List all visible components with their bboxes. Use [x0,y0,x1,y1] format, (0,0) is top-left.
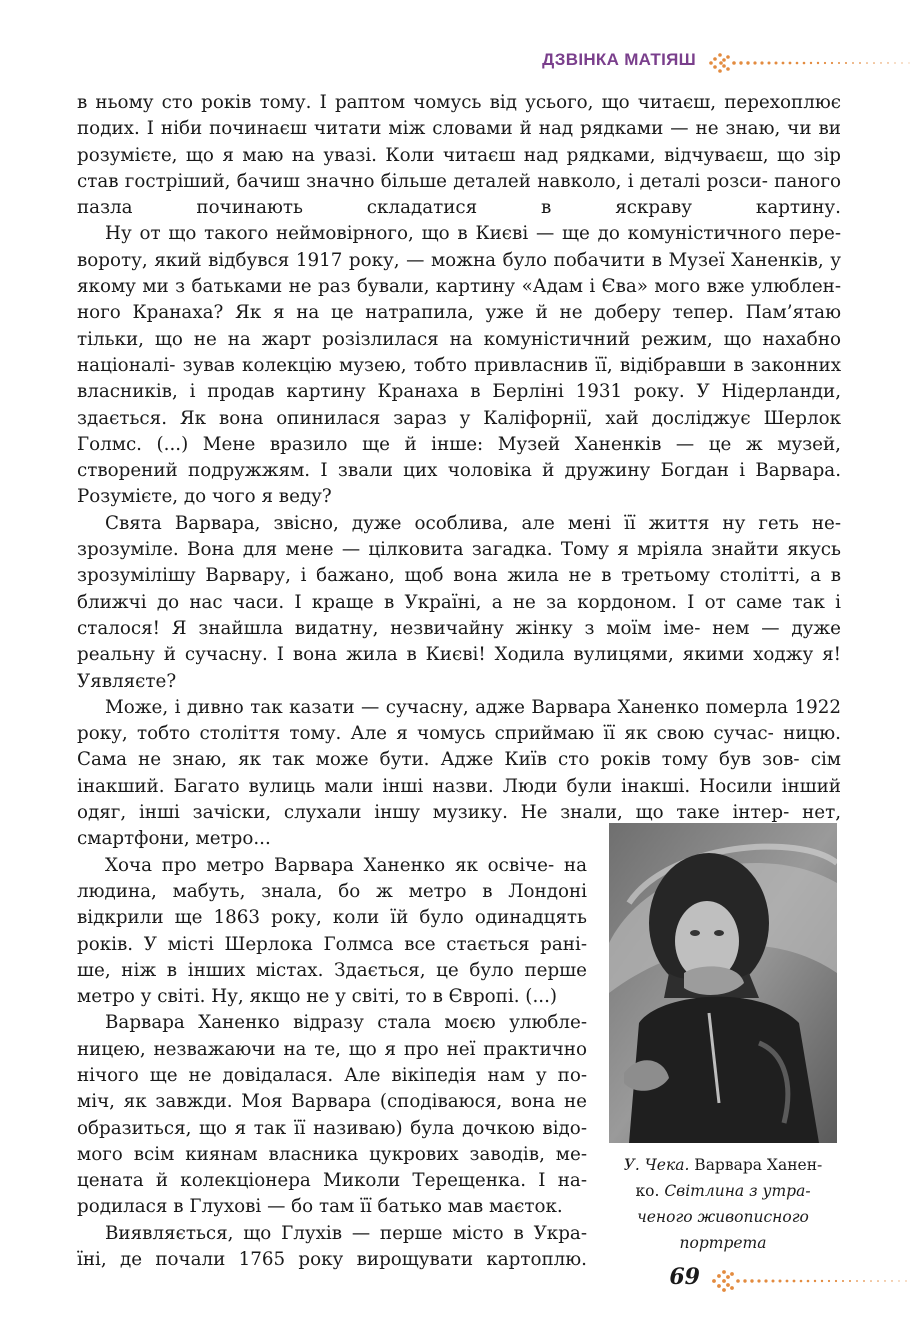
decorative-arrows-icon [708,1264,918,1298]
paragraph: Варвара Ханенко відразу стала моєю улюбле- ницею, незважаючи на те, що я про неї практично нічого ще не довідалася. Але вікіпедія нам у по- міч, як завжди. Моя Варвара (сподіваюся, вона не образиться, що я так її називаю) була дочкою відо- мого всім киянам власника цукрових заводів, ме- цената й колекціонера Миколи Терещенка. І на- родилася в Глухові — бо там її батько мав маєток. [77,1012,587,1218]
paragraph: в ньому сто років тому. І раптом чомусь від усього, що читаєш, перехоплює подих. І ніби починаєш читати між словами й над рядками — не знаю, чи ви розумієте, що я маю на увазі. Коли читаєш над рядками, відчуваєш, що зір став гостріший, бачиш значно більше деталей навколо, і деталі розси- паного пазла починають складатися в яскраву картину. [77,92,842,219]
page-number: 69 [669,1264,700,1290]
caption-description: Світлина з утра- [659,1182,811,1200]
paragraph: Виявляється, що Глухів — перше місто в Укра- їні, де почали 1765 року вирощувати картоплю. [77,1222,587,1271]
caption-title: Варвара Ханен- [689,1156,823,1174]
caption-description-end: портрета [679,1234,767,1252]
paragraph: Хоча про метро Варвара Ханенко як освіче- на людина, мабуть, знала, бо ж метро в Лондоні відкрили ще 1863 року, коли їй було одинадцять років. У місті Шерлока Голмса все стається рані- ше, ніж в інших містах. Здається, це було перше метро у світі. Ну, якщо не у світі, то в Європі. (...) [77,854,587,1008]
caption-description-cont: ченого живописного [637,1208,809,1226]
paragraph: Свята Варвара, звісно, дуже особлива, але мені її життя ну геть не- зрозуміле. Вона для мене — цілковита загадка. Тому я мріяла знайти якусь зрозумілішу Варвару, і бажано, щоб вона жила не в третьому столітті, а в ближчі до нас часи. І краще в Україні, а не за кордоном. І от саме так і сталося! Я знайшла видатну, незвичайну жінку з моїм іме- нем — дуже реальну й сучасну. І вона жила в Києві! Ходила вулицями, якими ходжу я! Уявляєте? [77,512,842,692]
paragraph: Може, і дивно так казати — сучасну, адже Варвара Ханенко померла 1922 року, тобто століття тому. Але я чомусь сприймаю її як свою сучас- ницю. Сама не знаю, як так може бути. Адже Київ сто років тому був зов- сім інакший. Багато вулиць мали інші назви. Люди були інакші. Носили інший одяг, інші зачіски, слухали іншу музику. Не знали, що таке інтер- нет, смартфони, метро... [77,696,842,850]
figure-caption [597,1152,849,1256]
running-header-author: ДЗВІНКА МАТІЯШ [542,50,696,69]
caption-title-cont: ко. [635,1182,660,1200]
portrait-image [609,823,837,1143]
paragraph: Ну от що такого неймовірного, що в Києві — ще до комуністичного пере- вороту, який відбувся 1917 року, — можна було побачити в Музеї Ханенків, у якому ми з батьками не раз бували, картину «Адам і Єва» мого вже улюблен- ного Кранаха? Як я на це натрапила, уже й не доберу тепер. Пам’ятаю тільки, що не на жарт розізлилася на комуністичний режим, що нахабно націоналі- зував колекцію музею, тобто привласнив її, відібравши в законних власників, і продав картину Кранаха в Берліні 1931 року. У Нідерланди, здається. Як вона опинилася зараз у Каліфорнії, хай досліджує Шерлок Голмс. (...) Мене вразило ще й інше: Музей Ханенків — це ж музей, створений подружжям. І звали цих чоловіка й дружину Богдан і Варвара. Розумієте, до чого я веду? [77,223,842,508]
caption-artist: У. Чека. [623,1156,690,1174]
decorative-arrows-icon [706,48,918,78]
